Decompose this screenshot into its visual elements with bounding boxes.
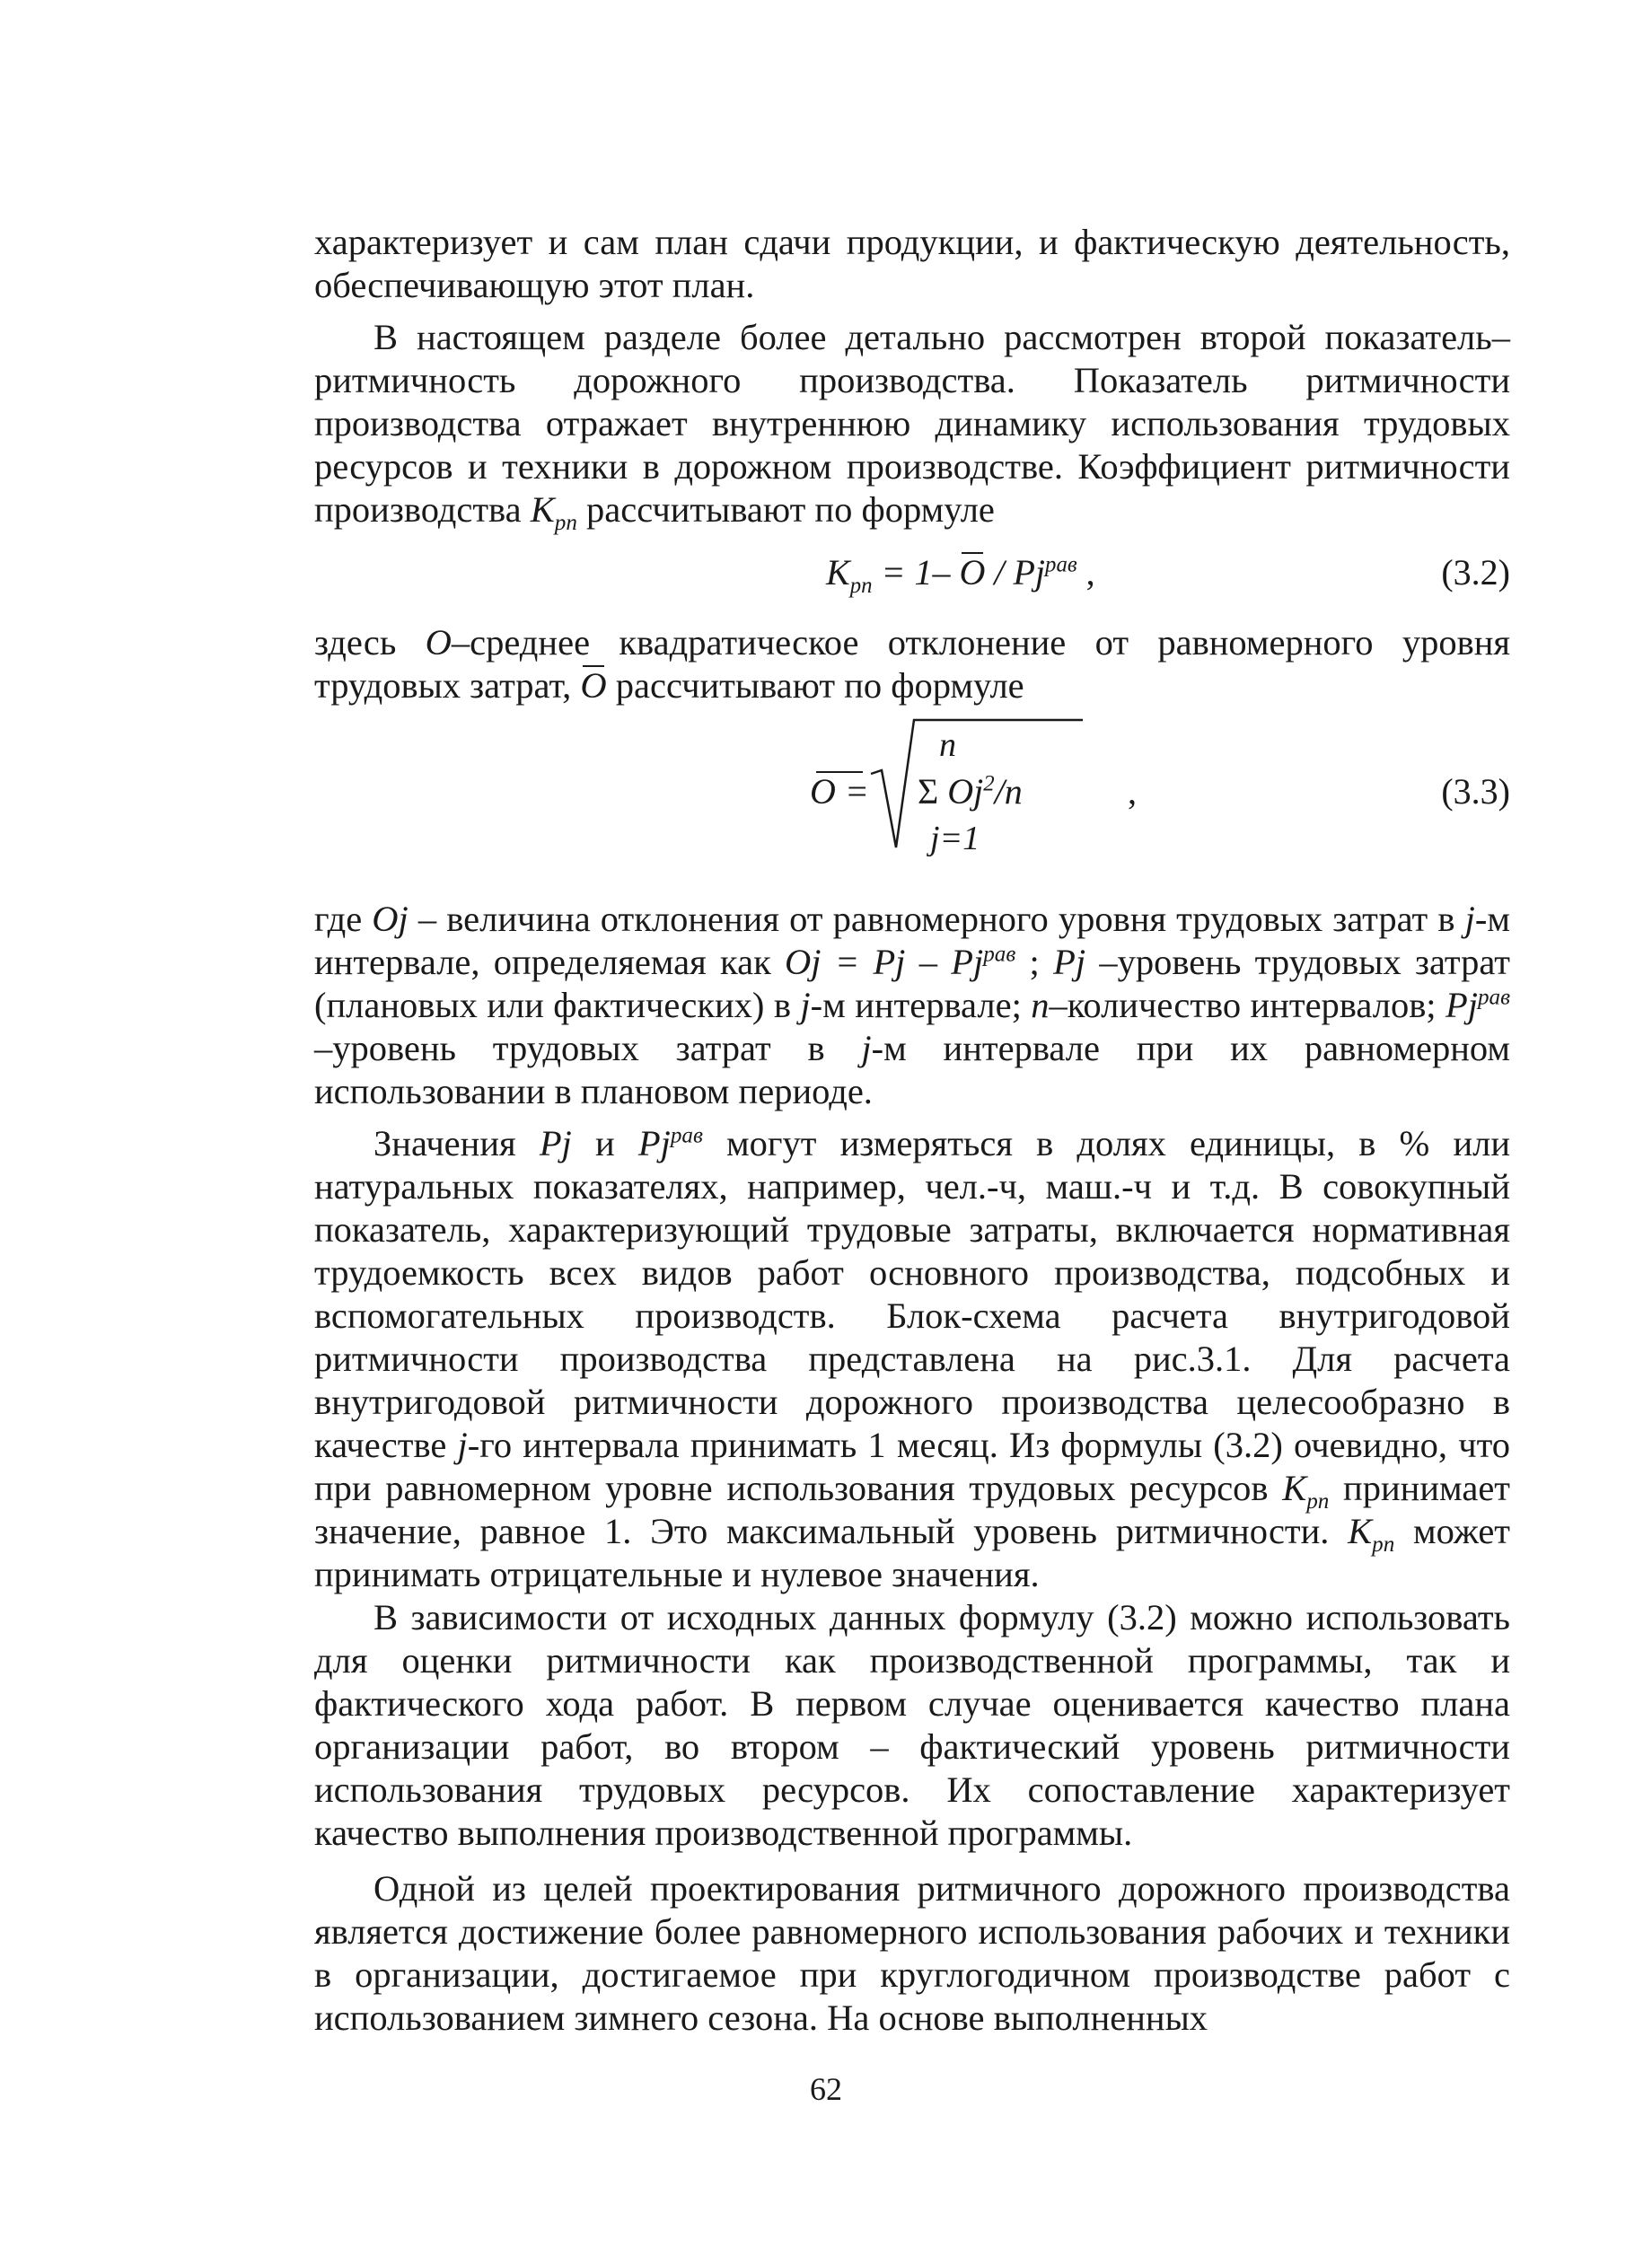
paragraph-2 <box>314 316 1510 536</box>
formula-3-3-lower-limit: j=1 <box>930 820 980 857</box>
o-symbol: O <box>425 622 452 663</box>
p4-equation-sup: рав <box>983 942 1016 967</box>
p4-t6: -м интервале; <box>810 985 1032 1025</box>
formula-3-3-o-bar: O = <box>810 771 869 812</box>
p4-j1: j <box>1464 899 1475 939</box>
p5-k2-sub: рп <box>1372 1532 1395 1558</box>
paragraph-3-text: –среднее квадратическое отклонение от равномерного уровня трудовых затрат, <box>314 622 1510 706</box>
p5-k1: K <box>1282 1468 1307 1508</box>
p5-t2: и <box>571 1123 638 1163</box>
paragraph-3 <box>314 621 1510 707</box>
formula-3-2-number: (3.2) <box>1441 552 1510 593</box>
formula-3-2 <box>314 531 1510 621</box>
p5-t3: могут измеряться в долях единицы, в % или натуральных показателях, например, чел.-ч, маш.-ч и т.д. В совокупный показатель, характеризующий трудовые затраты, включается нормативная трудоемкость всех видов работ основного производства, подсобных и вспомогательных производств. Блок-схема расчета внутригодовой ритмичности производства представлена на рис.3.1. Для расчета внутригодовой ритмичности дорожного производства целесообразно в качестве <box>314 1123 1510 1465</box>
p5-k1-sub: рп <box>1306 1489 1330 1514</box>
formula-3-3 <box>314 715 1510 885</box>
p4-pj2: Pj <box>1446 985 1478 1025</box>
paragraph-5 <box>314 1122 1510 1596</box>
page-number: 62 <box>810 2071 842 2107</box>
p5-t5: принимает значение, равное 1. Это максимальный уровень ритмичности. <box>314 1468 1510 1551</box>
paragraph-2-tail: рассчитывают по формуле <box>576 489 995 530</box>
paragraph-1: характеризует и сам план сдачи продукции, и фактическую деятельность, обеспечивающую этот план. <box>314 222 1510 305</box>
p4-t9: -м интервале при их равномерном использовании в плановом периоде. <box>314 1028 1510 1111</box>
p4-t3: -м интервале, определяемая как <box>314 899 1510 982</box>
p4-oj: Oj <box>372 899 409 939</box>
p4-j2: j <box>800 985 811 1025</box>
p5-pj1: Pj <box>539 1123 572 1163</box>
formula-3-3-number: (3.3) <box>1441 771 1510 812</box>
paragraph-2-text: В настоящем разделе более детально рассмотрен второй показатель–ритмичность дорожного производства. Показатель ритмичности производства отражает внутреннюю динамику использования трудовых ресурсов и техники в дорожном производстве. Коэффициент ритмичности производства <box>314 317 1510 530</box>
formula-3-3-upper-limit: n <box>939 726 956 764</box>
o-bar-symbol: O <box>580 665 607 706</box>
formula-3-2-minus: = 1– <box>872 552 960 593</box>
p4-pj1: Pj <box>1053 942 1086 982</box>
p5-pj2: Pj <box>637 1123 671 1163</box>
p4-equation: Oj = Pj – Pj <box>785 942 984 982</box>
p4-pj2-sup: рав <box>1478 985 1511 1010</box>
formula-3-2-pj: Pj <box>1013 552 1046 593</box>
k-rp-symbol: K <box>530 489 555 530</box>
k-rp-subscript: рп <box>554 511 577 536</box>
p4-t4: ; <box>1015 942 1054 982</box>
p5-t4: -го интервала принимать 1 месяц. Из формулы (3.2) очевидно, что при равномерном уровне использования трудовых ресурсов <box>314 1425 1510 1508</box>
formula-3-2-pj-sup: рав <box>1045 552 1077 577</box>
paragraph-7: Одной из целей проектирования ритмичного дорожного производства является достижение более равномерного использования рабочих и техники в организации, достигаемое при круглогодичном производстве работ с использованием зимнего сезона. На основе выполненных <box>314 1868 1510 2038</box>
formula-3-3-square: 2 <box>983 771 995 796</box>
formula-3-3-div-n: /n <box>994 771 1023 812</box>
sigma-symbol: Σ <box>918 771 939 812</box>
p4-t1: где <box>314 899 373 939</box>
p4-j3: j <box>861 1028 872 1068</box>
paragraph-6: В зависимости от исходных данных формулу (3.2) можно использовать для оценки ритмичности как производственной программы, так и фактического хода работ. В первом случае оценивается качество плана организации работ, во втором – фактический уровень ритмичности использования трудовых ресурсов. Их сопоставление характеризует качество выполнения производственной программы. <box>314 1597 1510 1853</box>
formula-3-2-k: K <box>826 552 850 593</box>
p5-t6: может принимать отрицательные и нулевое значения. <box>314 1511 1510 1594</box>
document-page <box>314 221 1510 2040</box>
formula-3-2-k-sub: рп <box>849 574 873 598</box>
formula-3-3-comma: , <box>1128 771 1137 812</box>
formula-3-2-slash: / <box>985 552 1014 593</box>
p5-pj2-sup: рав <box>670 1123 703 1148</box>
p5-j1: j <box>457 1425 468 1465</box>
p4-t8: –уровень трудовых затрат в <box>314 1028 862 1068</box>
p5-k2: K <box>1348 1511 1373 1551</box>
p5-t1: Значения <box>373 1123 540 1163</box>
p4-t5: –уровень трудовых затрат (плановых или фактических) в <box>314 942 1510 1025</box>
paragraph-3-lead: здесь <box>314 622 426 663</box>
p4-t2: – величина отклонения от равномерного уровня трудовых затрат в <box>408 899 1465 939</box>
formula-3-3-oj: Oj <box>947 771 984 812</box>
p4-n: n <box>1031 985 1050 1025</box>
formula-3-2-comma: , <box>1076 552 1095 593</box>
p4-t7: –количество интервалов; <box>1049 985 1446 1025</box>
sqrt-sign-icon <box>314 715 1510 885</box>
formula-3-3-sum <box>918 770 1023 813</box>
paragraph-4 <box>314 898 1510 1113</box>
formula-3-2-o-bar: O <box>959 552 986 593</box>
formula-3-2-expression <box>826 551 1095 598</box>
paragraph-3-tail: рассчитывают по формуле <box>606 665 1024 706</box>
